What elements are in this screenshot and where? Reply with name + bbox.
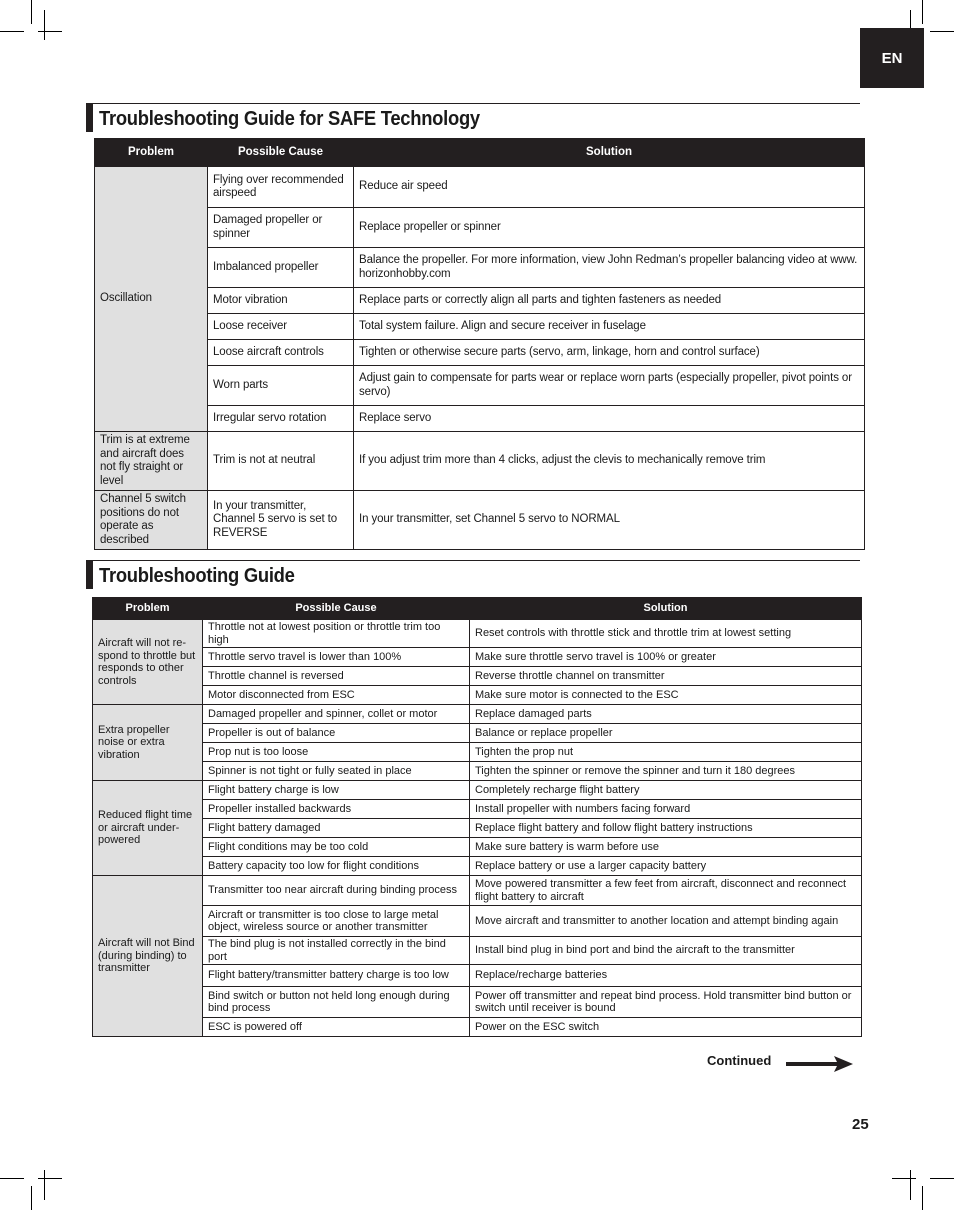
- crop-mark: [922, 0, 923, 24]
- cause-cell: Flying over recommended airspeed: [208, 167, 354, 208]
- crop-mark: [0, 1178, 24, 1179]
- crop-mark: [31, 1186, 32, 1210]
- cause-cell: ESC is powered off: [203, 1018, 470, 1037]
- solution-cell: Install bind plug in bind port and bind the aircraft to the transmitter: [470, 937, 862, 965]
- cause-cell: Loose aircraft controls: [208, 340, 354, 366]
- title-bar: [86, 561, 93, 589]
- crop-mark: [38, 1178, 62, 1179]
- crop-mark: [44, 1170, 45, 1200]
- solution-cell: Install propeller with numbers facing forward: [470, 800, 862, 819]
- arrow-right-icon: [786, 1055, 854, 1073]
- section-title-safe: [86, 103, 860, 132]
- cause-cell: Flight conditions may be too cold: [203, 838, 470, 857]
- column-header-solution: Solution: [470, 598, 862, 620]
- cause-cell: Propeller installed backwards: [203, 800, 470, 819]
- problem-cell: Channel 5 switch positions do not operate as described: [95, 491, 208, 550]
- solution-cell: Replace flight battery and follow flight battery instructions: [470, 819, 862, 838]
- crop-mark: [44, 10, 45, 40]
- column-header-problem: Problem: [95, 139, 208, 167]
- solution-cell: Balance or replace propeller: [470, 724, 862, 743]
- solution-cell: Replace servo: [354, 406, 865, 432]
- title-bar: [86, 104, 93, 132]
- crop-mark: [31, 0, 32, 24]
- section-heading: Troubleshooting Guide: [99, 565, 295, 587]
- section-title-general: [86, 560, 860, 589]
- cause-cell: Aircraft or transmitter is too close to large metal object, wireless source or another transmitter: [203, 906, 470, 937]
- column-header-solution: Solution: [354, 139, 865, 167]
- cause-cell: Flight battery/transmitter battery charge is too low: [203, 965, 470, 987]
- section-heading: Troubleshooting Guide for SAFE Technology: [99, 108, 480, 130]
- crop-mark: [910, 1170, 911, 1200]
- crop-mark: [892, 1178, 916, 1179]
- cause-cell: Irregular servo rotation: [208, 406, 354, 432]
- column-header-cause: Possible Cause: [208, 139, 354, 167]
- solution-cell: Tighten the prop nut: [470, 743, 862, 762]
- cause-cell: Prop nut is too loose: [203, 743, 470, 762]
- solution-cell: Tighten or otherwise secure parts (servo, arm, linkage, horn and control surface): [354, 340, 865, 366]
- solution-cell: Power on the ESC switch: [470, 1018, 862, 1037]
- crop-mark: [922, 1186, 923, 1210]
- cause-cell: Throttle servo travel is lower than 100%: [203, 648, 470, 667]
- crop-mark: [0, 31, 24, 32]
- page-number: 25: [852, 1116, 869, 1133]
- solution-cell: Balance the propeller. For more information, view John Redman’s propeller balancing video at www. horizonhobby.com: [354, 248, 865, 288]
- cause-cell: In your transmitter, Channel 5 servo is set to REVERSE: [208, 491, 354, 550]
- column-header-problem: Problem: [93, 598, 203, 620]
- cause-cell: Throttle not at lowest position or throttle trim too high: [203, 620, 470, 648]
- solution-cell: Replace propeller or spinner: [354, 208, 865, 248]
- solution-cell: Move powered transmitter a few feet from aircraft, disconnect and reconnect flight battery to aircraft: [470, 876, 862, 906]
- cause-cell: Throttle channel is reversed: [203, 667, 470, 686]
- cause-cell: Motor vibration: [208, 288, 354, 314]
- cause-cell: Flight battery charge is low: [203, 781, 470, 800]
- language-tab: EN: [860, 28, 924, 88]
- cause-cell: Damaged propeller or spinner: [208, 208, 354, 248]
- column-header-cause: Possible Cause: [203, 598, 470, 620]
- problem-cell: Extra propeller noise or extra vibration: [93, 705, 203, 781]
- problem-cell: Aircraft will not re-spond to throttle but responds to other controls: [93, 620, 203, 705]
- cause-cell: Transmitter too near aircraft during binding process: [203, 876, 470, 906]
- solution-cell: Make sure throttle servo travel is 100% or greater: [470, 648, 862, 667]
- problem-cell: Trim is at extreme and aircraft does not fly straight or level: [95, 432, 208, 491]
- cause-cell: Battery capacity too low for flight conditions: [203, 857, 470, 876]
- solution-cell: Total system failure. Align and secure receiver in fuselage: [354, 314, 865, 340]
- crop-mark: [930, 1178, 954, 1179]
- solution-cell: Reverse throttle channel on transmitter: [470, 667, 862, 686]
- cause-cell: Propeller is out of balance: [203, 724, 470, 743]
- cause-cell: Bind switch or button not held long enough during bind process: [203, 987, 470, 1018]
- problem-cell: Reduced flight time or aircraft under-powered: [93, 781, 203, 876]
- cause-cell: Motor disconnected from ESC: [203, 686, 470, 705]
- solution-cell: Replace damaged parts: [470, 705, 862, 724]
- solution-cell: In your transmitter, set Channel 5 servo to NORMAL: [354, 491, 865, 550]
- solution-cell: Move aircraft and transmitter to another location and attempt binding again: [470, 906, 862, 937]
- crop-mark: [38, 31, 62, 32]
- general-troubleshooting-table: [92, 597, 862, 1037]
- crop-mark: [930, 31, 954, 32]
- solution-cell: Replace/recharge batteries: [470, 965, 862, 987]
- continued-label: Continued: [707, 1053, 772, 1068]
- problem-cell: Aircraft will not Bind (during binding) to transmitter: [93, 876, 203, 1037]
- solution-cell: Completely recharge flight battery: [470, 781, 862, 800]
- safe-troubleshooting-table: [94, 138, 865, 550]
- cause-cell: Spinner is not tight or fully seated in place: [203, 762, 470, 781]
- cause-cell: Imbalanced propeller: [208, 248, 354, 288]
- solution-cell: Make sure battery is warm before use: [470, 838, 862, 857]
- solution-cell: If you adjust trim more than 4 clicks, adjust the clevis to mechanically remove trim: [354, 432, 865, 491]
- solution-cell: Tighten the spinner or remove the spinner and turn it 180 degrees: [470, 762, 862, 781]
- cause-cell: Flight battery damaged: [203, 819, 470, 838]
- cause-cell: Worn parts: [208, 366, 354, 406]
- cause-cell: The bind plug is not installed correctly in the bind port: [203, 937, 470, 965]
- cause-cell: Trim is not at neutral: [208, 432, 354, 491]
- solution-cell: Reduce air speed: [354, 167, 865, 208]
- solution-cell: Replace parts or correctly align all parts and tighten fasteners as needed: [354, 288, 865, 314]
- solution-cell: Adjust gain to compensate for parts wear or replace worn parts (especially propeller, pivot points or servo): [354, 366, 865, 406]
- solution-cell: Make sure motor is connected to the ESC: [470, 686, 862, 705]
- cause-cell: Damaged propeller and spinner, collet or motor: [203, 705, 470, 724]
- problem-cell: Oscillation: [95, 167, 208, 432]
- solution-cell: Replace battery or use a larger capacity battery: [470, 857, 862, 876]
- solution-cell: Reset controls with throttle stick and throttle trim at lowest setting: [470, 620, 862, 648]
- solution-cell: Power off transmitter and repeat bind process. Hold transmitter bind button or switch until receiver is bound: [470, 987, 862, 1018]
- cause-cell: Loose receiver: [208, 314, 354, 340]
